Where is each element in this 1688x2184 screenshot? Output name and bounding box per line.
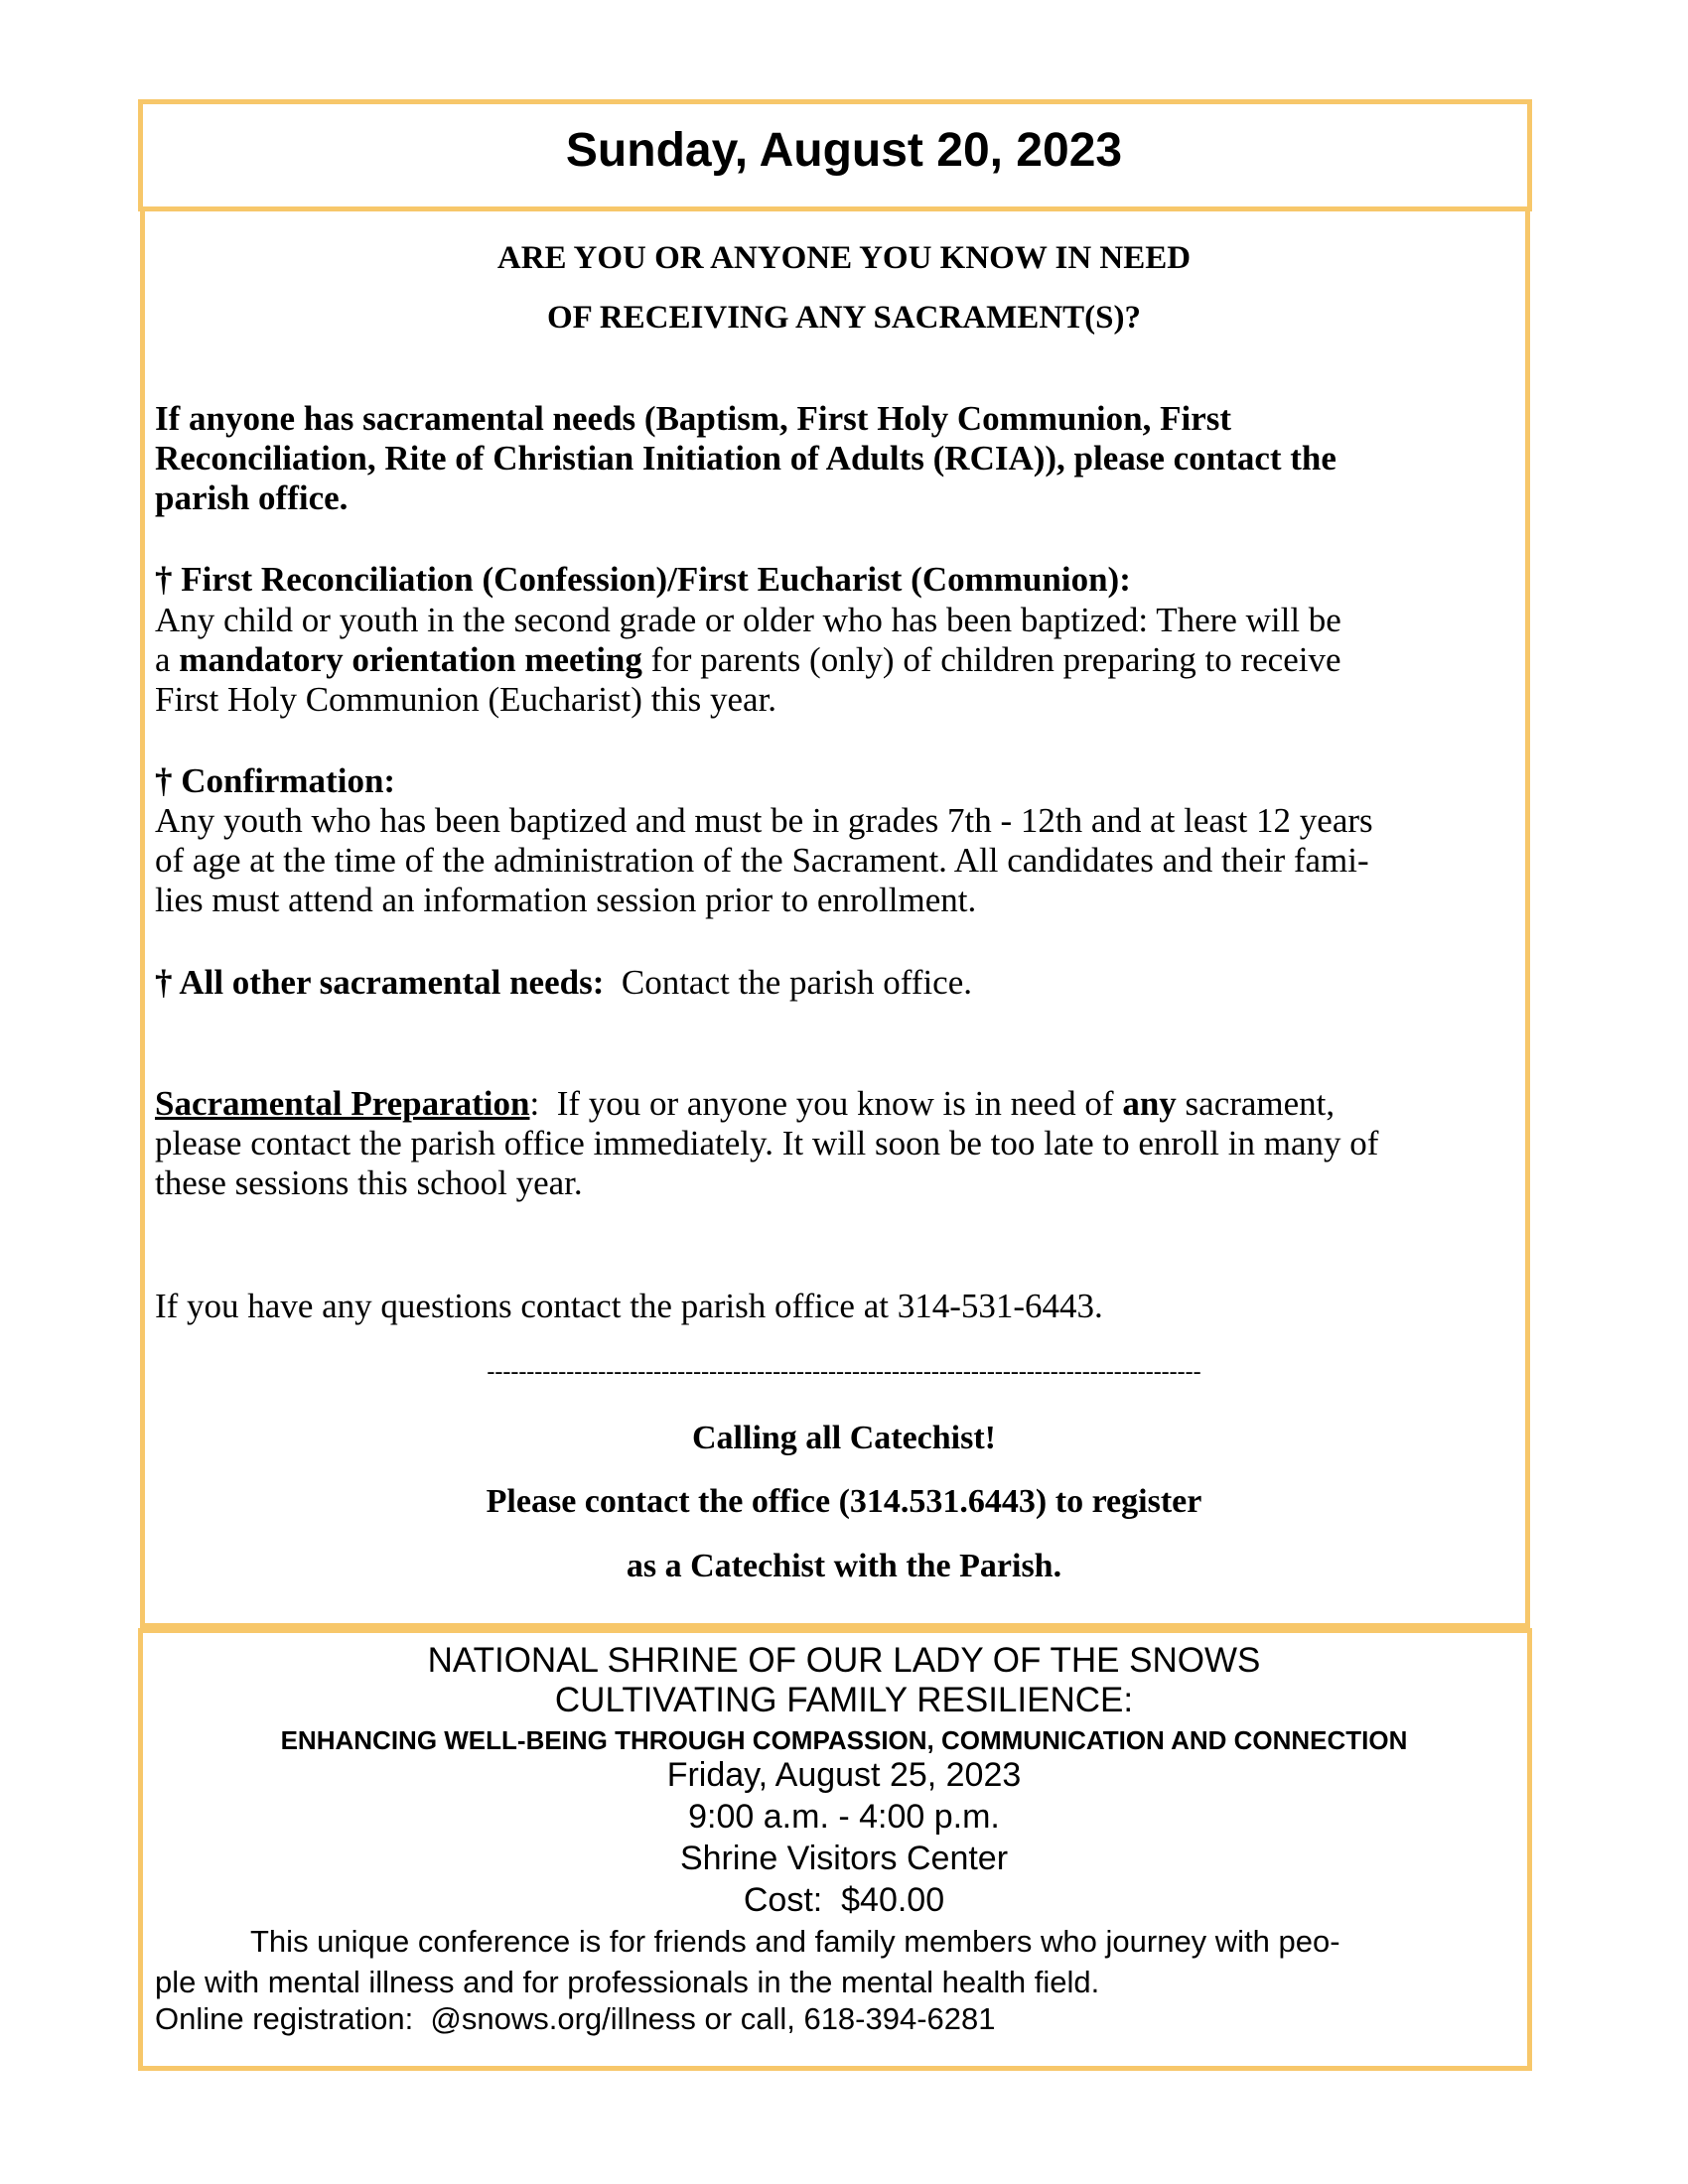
preparation-line: these sessions this school year. <box>155 1163 583 1202</box>
other-needs-text: Contact the parish office. <box>604 963 972 1002</box>
other-needs <box>155 965 972 1000</box>
confirmation-title: † Confirmation: <box>155 761 396 800</box>
other-needs-title: † All other sacramental needs: <box>155 963 605 1002</box>
preparation-title: Sacramental Preparation <box>155 1084 530 1123</box>
mandatory-meeting-text: mandatory orientation meeting <box>179 640 642 679</box>
shrine-time: 9:00 a.m. - 4:00 p.m. <box>688 1798 1000 1836</box>
catechist-line: as a Catechist with the Parish. <box>626 1548 1062 1584</box>
first-reconciliation-line: First Holy Communion (Eucharist) this year. <box>155 680 777 719</box>
shrine-location: Shrine Visitors Center <box>679 1840 1009 1877</box>
questions-text: If you have any questions contact the parish office at 314-531-6443. <box>155 1287 1103 1325</box>
sacraments-heading-2: OF RECEIVING ANY SACRAMENT(S)? <box>546 300 1141 336</box>
shrine-cost: Cost: $40.00 <box>743 1881 945 1919</box>
shrine-event-title: CULTIVATING FAMILY RESILIENCE: <box>554 1681 1134 1719</box>
shrine-description: ple with mental illness and for professionals in the mental health field. <box>155 1965 1100 1999</box>
divider: ------------------------------------------------------------------------------------------ <box>487 1359 1201 1385</box>
preparation-line <box>155 1086 1335 1121</box>
shrine-subtitle: ENHANCING WELL-BEING THROUGH COMPASSION, COMMUNICATION AND CONNECTION <box>280 1725 1408 1755</box>
shrine-registration: Online registration: @snows.org/illness or call, 618-394-6281 <box>155 2001 996 2036</box>
intro-line: Reconciliation, Rite of Christian Initiation of Adults (RCIA)), please contact the <box>155 439 1336 478</box>
text: sacrament, <box>1176 1084 1336 1123</box>
page-date: Sunday, August 20, 2023 <box>565 124 1123 177</box>
sacraments-heading-1: ARE YOU OR ANYONE YOU KNOW IN NEED <box>496 240 1192 276</box>
intro-line: If anyone has sacramental needs (Baptism, First Holy Communion, First <box>155 399 1232 438</box>
intro-line: parish office. <box>155 478 349 517</box>
confirmation-line: of age at the time of the administration of the Sacrament. All candidates and their fami- <box>155 841 1369 880</box>
first-reconciliation-line: Any child or youth in the second grade or older who has been baptized: There will be <box>155 601 1341 639</box>
text: for parents (only) of children preparing to receive <box>641 640 1341 679</box>
any-text: any <box>1122 1084 1177 1123</box>
shrine-title: NATIONAL SHRINE OF OUR LADY OF THE SNOWS <box>427 1641 1261 1680</box>
first-reconciliation-title: † First Reconciliation (Confession)/First Eucharist (Communion): <box>155 560 1131 599</box>
catechist-line: Please contact the office (314.531.6443) to register <box>486 1483 1202 1520</box>
shrine-date: Friday, August 25, 2023 <box>666 1756 1022 1794</box>
text: a <box>155 640 180 679</box>
shrine-description: This unique conference is for friends and family members who journey with peo- <box>250 1924 1340 1959</box>
text: : If you or anyone you know is in need of <box>529 1084 1123 1123</box>
confirmation-line: lies must attend an information session prior to enrollment. <box>155 881 977 919</box>
catechist-line: Calling all Catechist! <box>692 1420 996 1456</box>
confirmation-line: Any youth who has been baptized and must be in grades 7th - 12th and at least 12 years <box>155 801 1373 840</box>
preparation-line: please contact the parish office immediately. It will soon be too late to enroll in many of <box>155 1124 1379 1162</box>
first-reconciliation-line <box>155 642 1341 677</box>
